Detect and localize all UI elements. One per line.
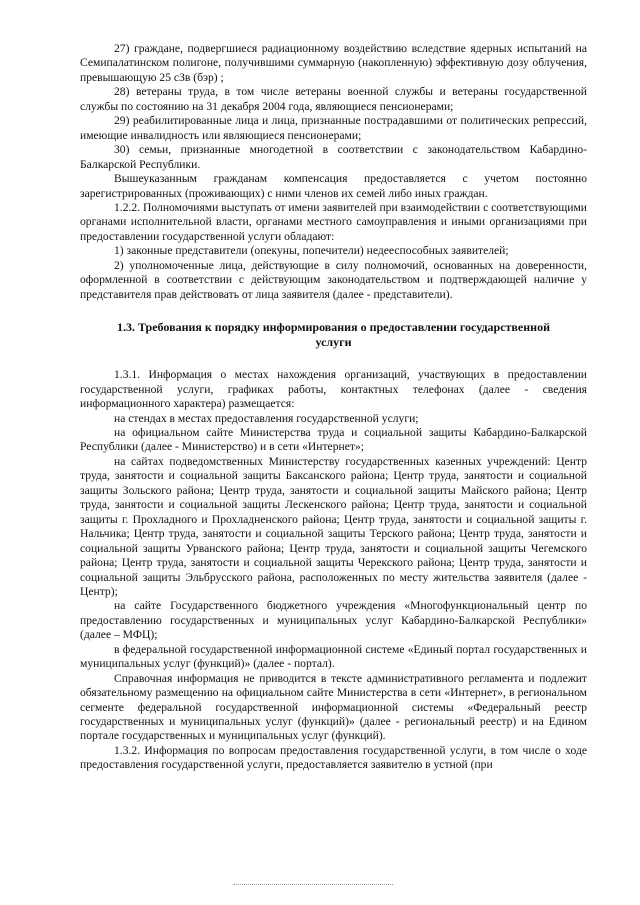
section-heading-1-3: 1.3. Требования к порядку информирования о предоставлении государственной услуги xyxy=(117,320,550,350)
paragraph-reference-info: Справочная информация не приводится в тексте административного регламента и подлежит обязательному размещению на официальном сайте Министерства в сети «Интернет», в региональном сегменте федеральной государственной информационной системы «Федеральный реестр государственных и муниципальных услуг (функций)» (далее - региональный реестр) и на Едином портале государственных и муниципальных услуг (функций). xyxy=(80,671,587,743)
paragraph-centers-sites: на сайтах подведомственных Министерству государственных казенных учреждений: Центр труда, занятости и социальной защиты Баксанского района; Центр труда, занятости и социальной защиты Зольского района; Центр труда, занятости и социальной защиты Майского района; Центр труда, занятости и социальной защиты Лескенского района; Центр труда, занятости и социальной защиты г. Прохладного и Прохладненского района; Центр труда, занятости и социальной защиты г. Нальчика; Центр труда, занятости и социальной защиты Терского района; Центр труда, занятости и социальной защиты Урванского района; Центр труда, занятости и социальной защиты Чегемского района; Центр труда, занятости и социальной защиты Черекского района; Центр труда, занятости и социальной защиты Эльбрусского района, расположенных по месту жительства заявителя (далее - Центр); xyxy=(80,454,587,598)
paragraph-item-27: 27) граждане, подвергшиеся радиационному воздействию вследствие ядерных испытаний на Семипалатинском полигоне, получившими суммарную (накопленную) эффективную дозу облучения, превышающую 25 сЗв (бэр) ; xyxy=(80,42,587,84)
paragraph-1-3-2: 1.3.2. Информация по вопросам предоставления государственной услуги, в том числе о ходе предоставления государственной услуги, предоставляется заявителю в устной (при xyxy=(80,743,587,772)
paragraph-authorized-persons: 2) уполномоченные лица, действующие в силу полномочий, основанных на доверенности, оформленной в соответствии с действующим законодательством и подтверждающей наличие у представителя прав действовать от лица заявителя (далее - представители). xyxy=(80,258,587,301)
paragraph-stands: на стендах в местах предоставления государственной услуги; xyxy=(114,411,419,425)
paragraph-1-2-2: 1.2.2. Полномочиями выступать от имени заявителей при взаимодействии с соответствующими органами исполнительной власти, органами местного самоуправления и иными организациями при предоставлении государственной услуги обладают: xyxy=(80,200,587,243)
paragraph-legal-representatives: 1) законные представители (опекуны, попечители) недееспособных заявителей; xyxy=(114,244,509,258)
paragraph-item-29: 29) реабилитированные лица и лица, признанные пострадавшими от политических репрессий, имеющие инвалидность или являющиеся пенсионерами; xyxy=(80,114,587,142)
paragraph-1-3-1: 1.3.1. Информация о местах нахождения организаций, участвующих в предоставлении государственной услуги, графиках работы, контактных телефонах (далее - сведения информационного характера) размещается: xyxy=(80,368,587,411)
document-body xyxy=(80,42,587,773)
paragraph-federal-portal: в федеральной государственной информационной системе «Единый портал государственных и муниципальных услуг (функций)» (далее - портал). xyxy=(80,642,587,671)
paragraph-ministry-site: на официальном сайте Министерства труда и социальной защиты Кабардино-Балкарской Республики (далее - Министерство) и в сети «Интернет»; xyxy=(80,425,587,454)
paragraph-compensation-note: Вышеуказанным гражданам компенсация предоставляется с учетом постоянно зарегистрированных (проживающих) с ними членов их семей либо иных граждан. xyxy=(80,172,587,200)
paragraph-mfc-site: на сайте Государственного бюджетного учреждения «Многофункциональный центр по предоставлению государственных и муниципальных услуг Кабардино-Балкарской Республики» (далее – МФЦ); xyxy=(80,599,587,642)
footer-rule xyxy=(233,884,393,885)
paragraph-item-28: 28) ветераны труда, в том числе ветераны военной службы и ветераны государственной службы по состоянию на 31 декабря 2004 года, являющиеся пенсионерами; xyxy=(80,85,587,113)
paragraph-item-30: 30) семьи, признанные многодетной в соответствии с законодательством Кабардино-Балкарской Республики. xyxy=(80,143,587,171)
